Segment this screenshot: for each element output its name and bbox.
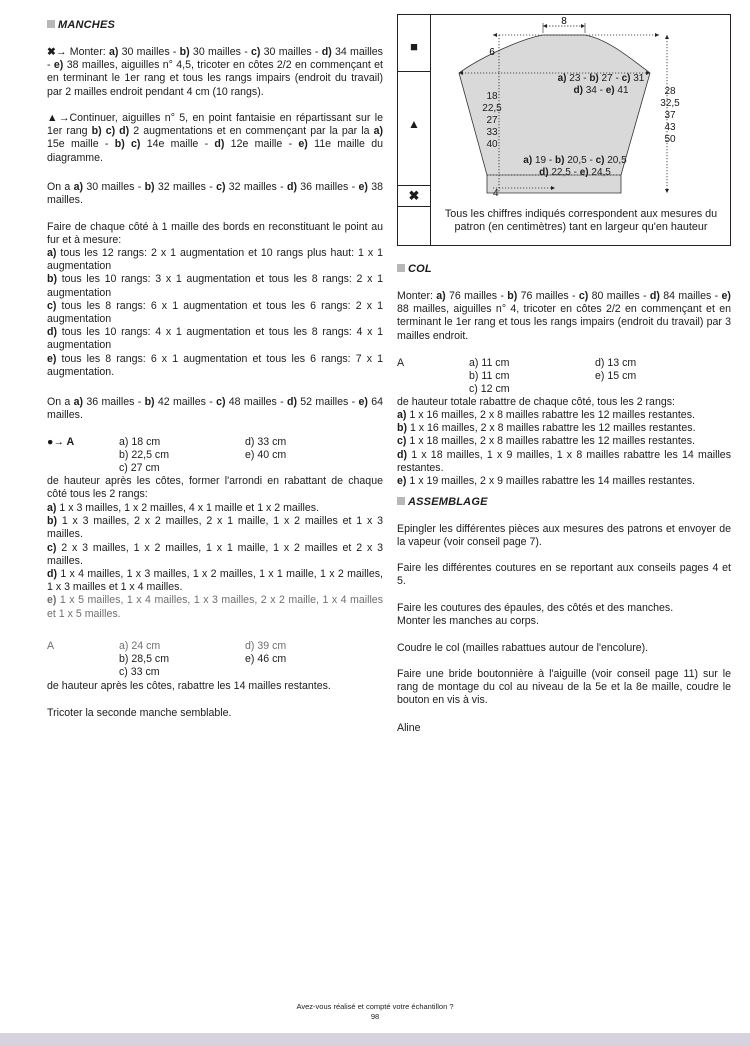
height-b: b) 22,5 cm [119,449,170,461]
decrease-item: e) 1 x 5 mailles, 1 x 4 mailles, 1 x 3 mailles, 2 x 2 maille, 1 x 4 mailles et 1 x 5 mailles. [47,594,383,620]
height2-e: e) 46 cm [245,653,287,665]
assemblage-p4: Coudre le col (mailles rabattues autour de l'encolure). [397,642,649,654]
ona-paragraph-2: On a a) 36 mailles - b) 42 mailles - c) 48 mailles - d) 52 mailles - e) 64 mailles. [47,396,383,422]
height2-a: a) 24 cm [119,640,161,652]
height-e: e) 40 cm [245,449,287,461]
col-height-c: c) 12 cm [469,383,510,395]
height2-row-2 [47,653,383,666]
col-height-row-1 [397,357,731,370]
decrease-item: c) 2 x 3 mailles, 1 x 2 mailles, 1 x 1 maille, 1 x 2 mailles et 2 x 3 mailles. [47,541,383,567]
arrondi-paragraph: de hauteur après les côtes, former l'arrondi en rabattant de chaque côté tous les 2 rangs: [47,475,383,501]
col-height-row-3 [397,383,731,396]
col-height-e: e) 15 cm [595,370,637,382]
cross-symbol-icon: ✖ [408,188,420,204]
decrease-list [47,502,383,621]
right-height-value: 50 [664,134,676,145]
assemblage-p1: Epingler les différentes pièces aux mesures des patrons et envoyer de la vapeur (voir conseil page 7). [397,523,731,549]
col-heading: COL [397,263,432,276]
heading-square-icon [397,497,405,505]
left-height-value: 22,5 [482,103,502,114]
left-height-value: 40 [486,139,498,150]
col-row-item: a) 1 x 16 mailles, 2 x 8 mailles rabattre les 12 mailles restantes. [397,409,695,421]
sleeve-diagram [397,14,731,246]
left-height-value: 18 [486,91,498,102]
triangle-symbol-icon: ▲ [408,117,420,132]
top-width-label: 8 [561,16,567,27]
assemblage-p3a: Faire les coutures des épaules, des côtés et des manches. [397,602,674,614]
col-row-item: e) 1 x 19 mailles, 2 x 9 mailles rabattre les 14 mailles restantes. [397,475,695,488]
increase-item: d) tous les 10 rangs: 4 x 1 augmentation et tous les 8 rangs: 4 x 1 augmentation [47,326,383,352]
increase-item: c) tous les 8 rangs: 6 x 1 augmentation et tous les 6 rangs: 2 x 1 augmentation [47,299,383,326]
decrease-item: d) 1 x 4 mailles, 1 x 3 mailles, 1 x 2 mailles, 1 x 1 maille, 1 x 2 mailles, 1 x 3 mailles et 1 x 4 mailles. [47,568,383,594]
height-d: d) 33 cm [245,436,287,448]
increase-item: a) tous les 12 rangs: 2 x 1 augmentation et 10 rangs plus haut: 1 x 1 augmentation [47,247,383,273]
manches-heading: MANCHES [47,19,115,32]
cross-arrow-icon: ✖→ [47,46,67,58]
right-height-value: 37 [664,110,676,121]
lower-width-labels [510,155,640,179]
height-row-2 [47,449,383,462]
upper-width-label: a) 23 - b) 27 - c) 31 [557,73,645,84]
col-height-row-2 [397,370,731,383]
heading-square-icon [47,20,55,28]
page-number: 98 [370,1012,380,1021]
height2-row-1 [47,640,383,653]
faire-paragraph: Faire de chaque côté à 1 maille des bords en reconstituant le point au fur et à mesure: [47,221,383,247]
col-height-a: a) 11 cm [469,357,510,369]
strip-divider [398,206,430,207]
col-height-d: d) 13 cm [595,357,637,369]
decrease-item: a) 1 x 3 mailles, 1 x 2 mailles, 4 x 1 maille et 1 x 2 mailles. [47,502,320,514]
col-rows-list [397,409,731,488]
col-a-label: A [397,357,405,369]
col-monter-paragraph: Monter: a) 76 mailles - b) 76 mailles - c) 80 mailles - d) 84 mailles - e) 88 mailles, aiguilles n° 4, tricoter en côtes 2/2 en commençant et en terminant le 1er rang et tous les rangs impairs (endroit du travail) par 3 mailles endroit. [397,290,731,342]
left-height-value: 33 [486,127,498,138]
col-row-item: b) 1 x 16 mailles, 2 x 8 mailles rabattre les 12 mailles restantes. [397,422,696,435]
ona-paragraph-1: On a a) 30 mailles - b) 32 mailles - c) 32 mailles - d) 36 mailles - e) 38 mailles. [47,181,383,207]
right-height-value: 32,5 [660,98,680,109]
height-row-1 [47,436,383,449]
monter-paragraph: ✖→ Monter: a) 30 mailles - b) 30 mailles - c) 30 mailles - d) 34 mailles - e) 38 mailles, aiguilles n° 4,5, tricoter en côtes 2/2 en commençant et en terminant le 1er rang et tous les rangs impairs (endroit du travail) par 2 mailles endroit pendant 4 cm (10 rangs). [47,46,383,98]
symbol-strip [398,15,431,245]
decrease-item: b) 1 x 3 mailles, 2 x 2 mailles, 2 x 1 maille, 1 x 2 mailles et 1 x 3 mailles. [47,515,383,541]
square-symbol-icon: ■ [410,39,418,55]
left-heights [474,91,510,151]
col-row-item: d) 1 x 18 mailles, 1 x 9 mailles, 1 x 8 mailles rabattre les 14 mailles restantes. [397,448,731,474]
assemblage-heading: ASSEMBLAGE [397,496,488,509]
increase-item: b) tous les 10 rangs: 3 x 1 augmentation et tous les 8 rangs: 2 x 1 augmentation [47,273,383,299]
scan-edge [0,1033,750,1045]
assemblage-p5: Faire une bride boutonnière à l'aiguille (voir conseil page 11) sur le rang de montage du col au niveau de la 5e et la 8e maille, coudre le bouton en vis à vis. [397,668,731,707]
rabattre-paragraph: de hauteur après les côtes, rabattre les 14 mailles restantes. [47,680,331,692]
col-height-b: b) 11 cm [469,370,510,382]
upper-width-label-2: d) 34 - e) 41 [573,85,629,96]
right-height-value: 43 [664,122,676,133]
height2-b: b) 28,5 cm [119,653,170,665]
height2-c: c) 33 cm [119,666,160,678]
assemblage-p2: Faire les différentes coutures en se reportant aux conseils pages 4 et 5. [397,562,731,588]
left-height-value: 27 [486,115,498,126]
lower-width-label-2: d) 22,5 - e) 24,5 [539,167,611,178]
col-hauteur-paragraph: de hauteur totale rabattre de chaque côté, tous les 2 rangs: [397,396,675,408]
continuer-paragraph: ▲→Continuer, aiguilles n° 5, en point fantaisie en répartissant sur le 1er rang b) c) d) 2 augmentations et en commençant par la par la a) 15e maille - b) c) 14e maille - d) 12e maille - e) 11e maille du diagramme. [47,112,383,164]
right-height-value: 28 [664,86,676,97]
heading-square-icon [397,264,405,272]
seconde-paragraph: Tricoter la seconde manche semblable. [47,707,232,719]
height-a: a) 18 cm [119,436,161,448]
lower-width-label: a) 19 - b) 20,5 - c) 20,5 [523,155,627,166]
height-row-3 [47,462,383,475]
signature: Aline [397,722,421,734]
col-row-item: c) 1 x 18 mailles, 2 x 8 mailles rabattre les 12 mailles restantes. [397,435,695,448]
footer-question: Avez-vous réalisé et compté votre échantillon ? [296,1002,454,1011]
increase-list [47,247,383,379]
height2-row-3 [47,666,383,679]
right-heights [652,86,688,146]
cap-height-label: 6 [489,47,495,58]
strip-divider [398,71,430,72]
height2-d: d) 39 cm [245,640,287,652]
diagram-caption: Tous les chiffres indiqués correspondent aux mesures du patron (en centimètres) tant en largeur qu'en hauteur [444,208,718,233]
triangle-arrow-icon: ▲→ [47,112,70,124]
assemblage-p3b: Monter les manches au corps. [397,615,539,627]
height-c: c) 27 cm [119,462,160,474]
circle-arrow-icon: ●→ A [47,436,75,448]
rib-height-label: 4 [493,188,499,199]
a-label: A [47,640,55,652]
increase-item: e) tous les 8 rangs: 6 x 1 augmentation et tous les 6 rangs: 7 x 1 augmentation. [47,352,383,378]
